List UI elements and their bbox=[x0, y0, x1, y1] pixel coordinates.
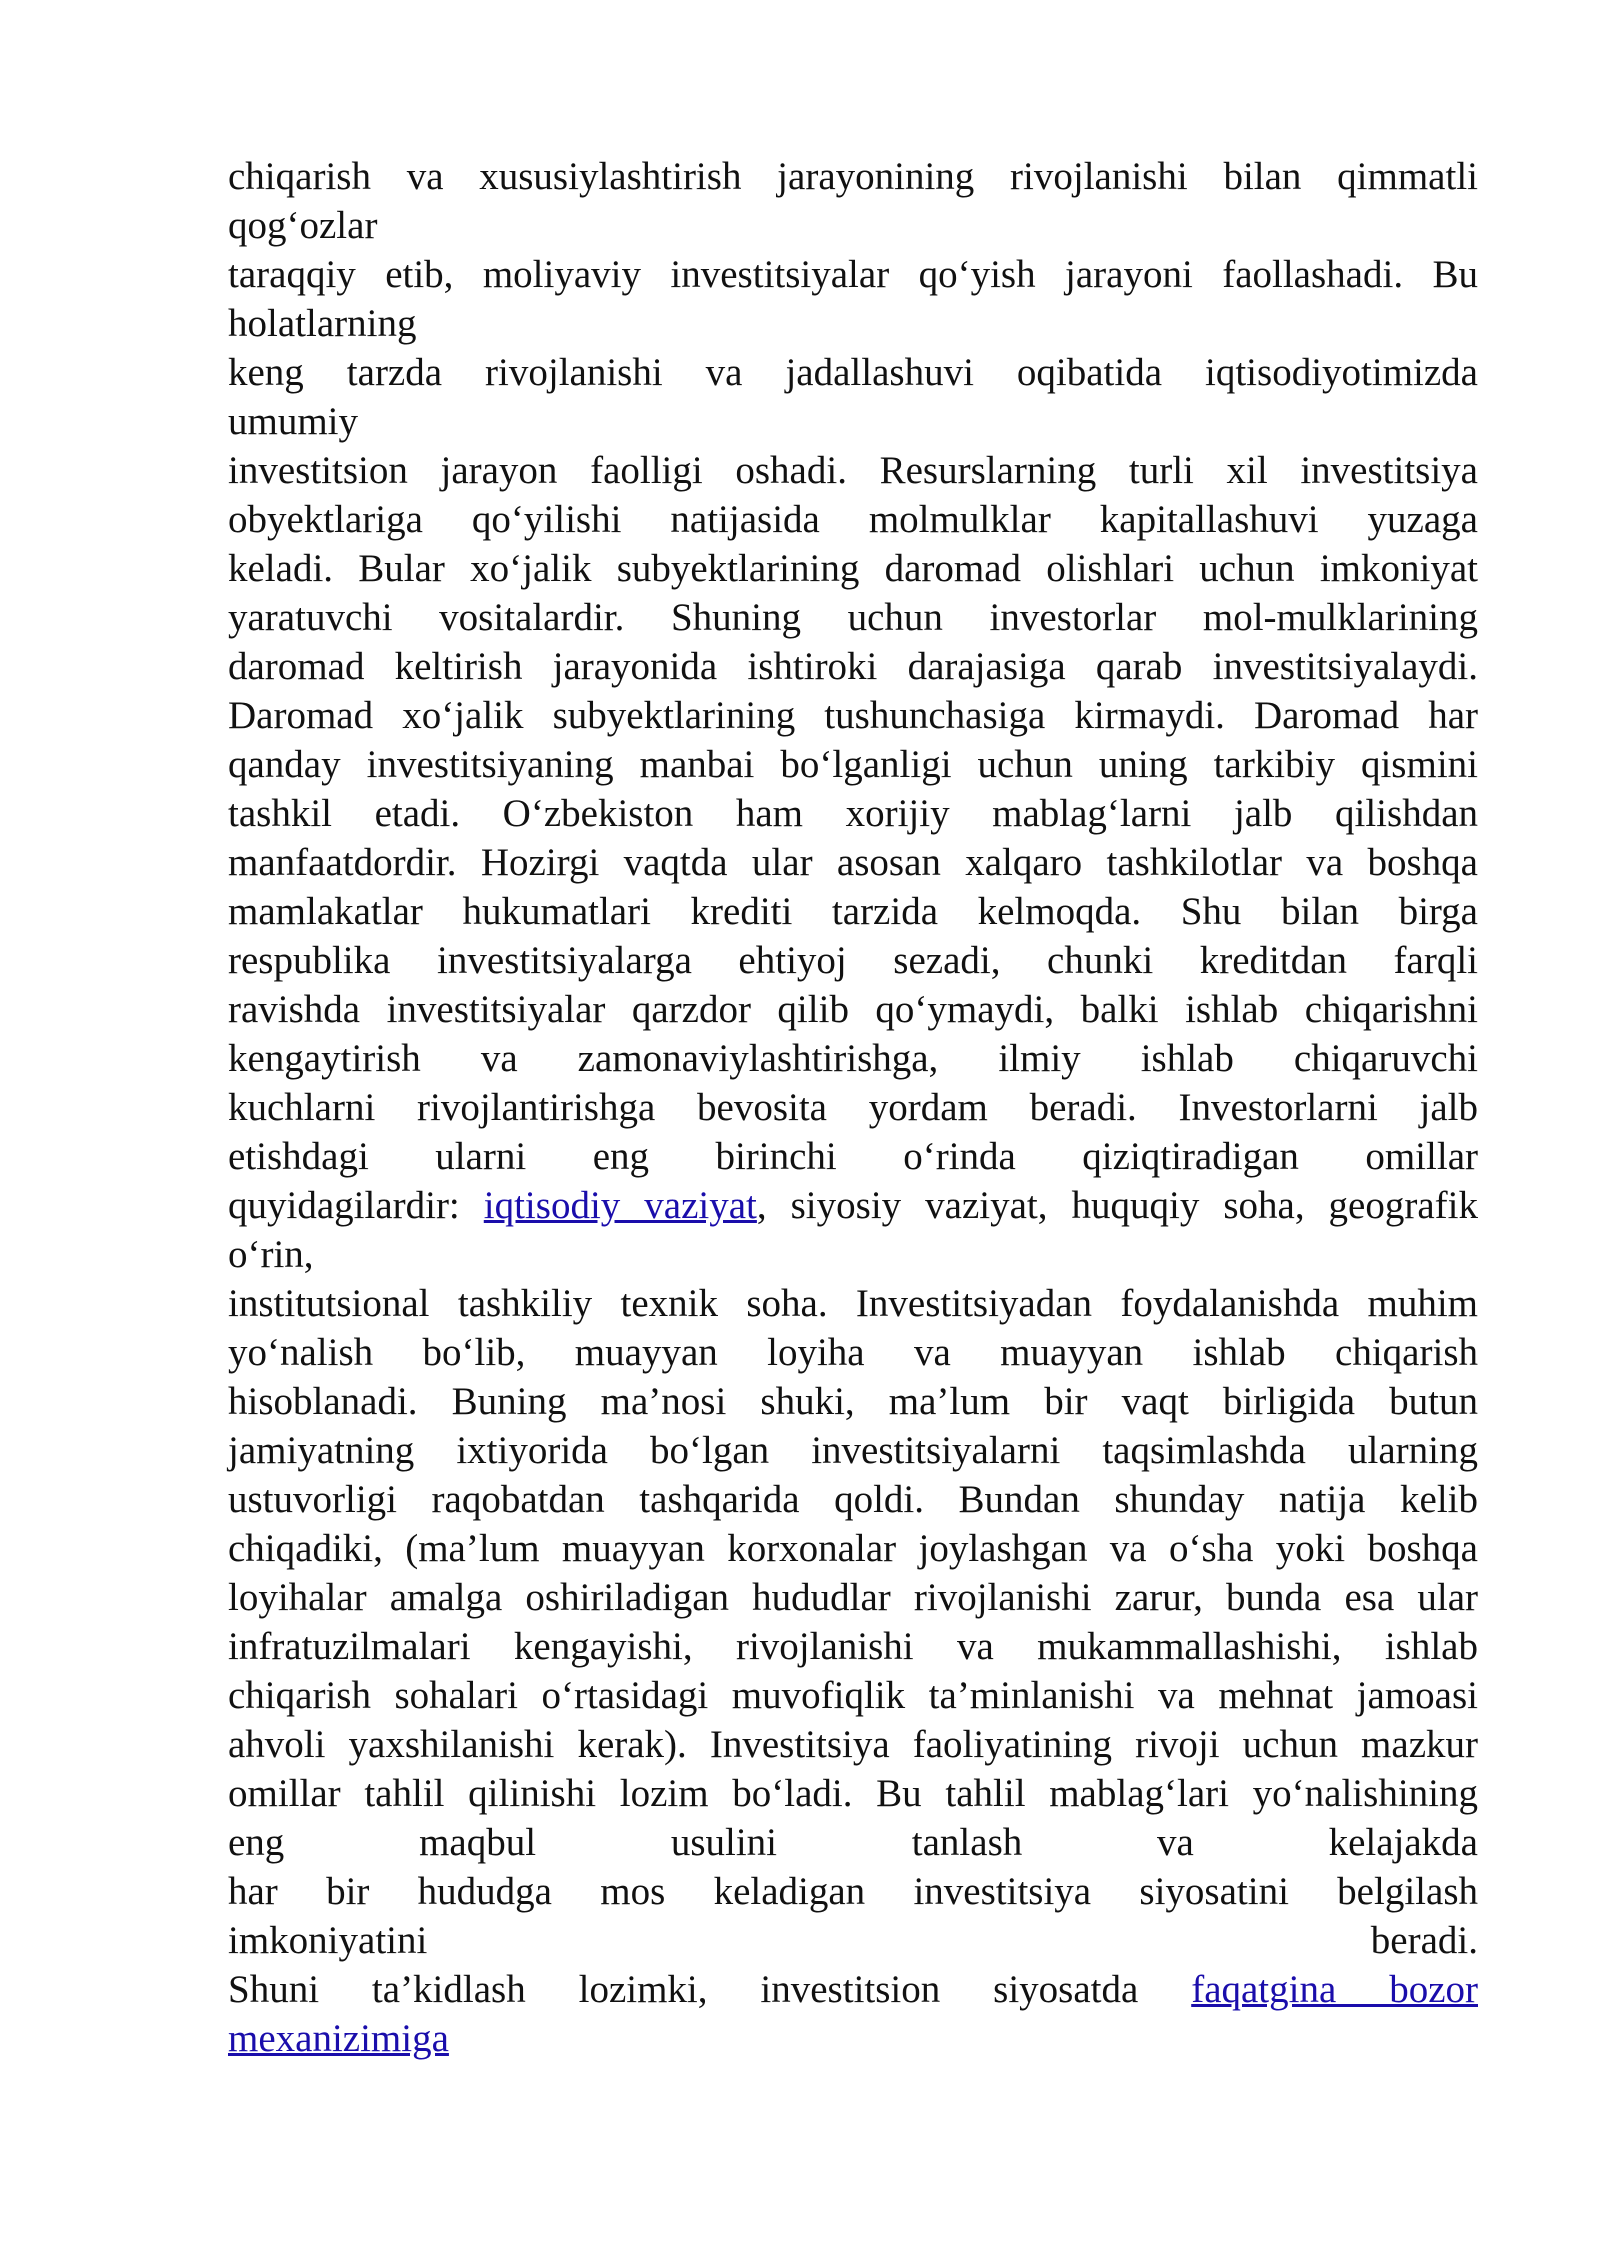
text-line: hisoblanadi. Buning ma’nosi shuki, ma’lum bir vaqt birligida butun bbox=[228, 1380, 1478, 1423]
text-segment: , siyosiy vaziyat, huquqiy soha, geografik bbox=[756, 1184, 1478, 1227]
text-line: investitsion jarayon faolligi oshadi. Resurslarning turli xil investitsiya bbox=[228, 449, 1478, 492]
text-line: kuchlarni rivojlantirishga bevosita yordam beradi. Investorlarni jalb bbox=[228, 1086, 1478, 1129]
hyperlink[interactable]: faqatgina bozor bbox=[1191, 1968, 1478, 2011]
text-line: daromad keltirish jarayonida ishtiroki darajasiga qarab investitsiyalaydi. bbox=[228, 645, 1478, 688]
text-line bbox=[228, 2014, 1478, 2063]
text-line: ahvoli yaxshilanishi kerak). Investitsiya faoliyatining rivoji uchun mazkur bbox=[228, 1723, 1478, 1766]
text-line: chiqadiki, (ma’lum muayyan korxonalar joylashgan va o‘sha yoki boshqa bbox=[228, 1527, 1478, 1570]
text-line: taraqqiy etib, moliyaviy investitsiyalar qo‘yish jarayoni faollashadi. Bu bbox=[228, 253, 1478, 296]
text-line: chiqarish sohalari o‘rtasidagi muvofiqlik ta’minlanishi va mehnat jamoasi bbox=[228, 1674, 1478, 1717]
hyperlink[interactable]: iqtisodiy vaziyat bbox=[483, 1184, 757, 1227]
text-line: qanday investitsiyaning manbai bo‘lganligi uchun uning tarkibiy qismini bbox=[228, 743, 1478, 786]
text-line: Daromad xo‘jalik subyektlarining tushunchasiga kirmaydi. Daromad har bbox=[228, 694, 1478, 737]
text-line: har bir hududga mos keladigan investitsiya siyosatini belgilash bbox=[228, 1870, 1478, 1913]
text-line: keladi. Bular xo‘jalik subyektlarining daromad olishlari uchun imkoniyat bbox=[228, 547, 1478, 590]
text-segment: quyidagilardir: bbox=[228, 1184, 484, 1227]
text-line: chiqarish va xususiylashtirish jarayonining rivojlanishi bilan qimmatli bbox=[228, 155, 1478, 198]
text-line: eng maqbul usulini tanlash va kelajakda bbox=[228, 1821, 1478, 1864]
text-line: ustuvorligi raqobatdan tashqarida qoldi. Bundan shunday natija kelib bbox=[228, 1478, 1478, 1521]
text-line: manfaatdordir. Hozirgi vaqtda ular asosan xalqaro tashkilotlar va boshqa bbox=[228, 841, 1478, 884]
text-line: tashkil etadi. O‘zbekiston ham xorijiy mablag‘larni jalb qilishdan bbox=[228, 792, 1478, 835]
text-line: omillar tahlil qilinishi lozim bo‘ladi. Bu tahlil mablag‘lari yo‘nalishining bbox=[228, 1772, 1478, 1815]
text-segment: Shuni ta’kidlash lozimki, investitsion siyosatda bbox=[228, 1968, 1192, 2011]
text-line: umumiy bbox=[228, 400, 359, 443]
text-line bbox=[228, 1181, 1478, 1230]
text-line: keng tarzda rivojlanishi va jadallashuvi oqibatida iqtisodiyotimizda bbox=[228, 351, 1478, 394]
text-line: jamiyatning ixtiyorida bo‘lgan investitsiyalarni taqsimlashda ularning bbox=[228, 1429, 1478, 1472]
text-line: ravishda investitsiyalar qarzdor qilib qo‘ymaydi, balki ishlab chiqarishni bbox=[228, 988, 1478, 1031]
text-line: mamlakatlar hukumatlari krediti tarzida kelmoqda. Shu bilan birga bbox=[228, 890, 1478, 933]
text-line: o‘rin, bbox=[228, 1233, 314, 1276]
hyperlink[interactable]: mexanizimiga bbox=[228, 2017, 449, 2060]
text-line: etishdagi ularni eng birinchi o‘rinda qiziqtiradigan omillar bbox=[228, 1135, 1478, 1178]
text-line: holatlarning bbox=[228, 302, 417, 345]
text-line: qog‘ozlar bbox=[228, 204, 378, 247]
text-line bbox=[228, 1965, 1478, 2014]
text-line: institutsional tashkiliy texnik soha. Investitsiyadan foydalanishda muhim bbox=[228, 1282, 1478, 1325]
document-page bbox=[228, 152, 1478, 2063]
text-line: yaratuvchi vositalardir. Shuning uchun investorlar mol-mulklarining bbox=[228, 596, 1478, 639]
text-line: kengaytirish va zamonaviylashtirishga, ilmiy ishlab chiqaruvchi bbox=[228, 1037, 1478, 1080]
text-line: yo‘nalish bo‘lib, muayyan loyiha va muayyan ishlab chiqarish bbox=[228, 1331, 1478, 1374]
text-line: loyihalar amalga oshiriladigan hududlar rivojlanishi zarur, bunda esa ular bbox=[228, 1576, 1478, 1619]
text-line: respublika investitsiyalarga ehtiyoj sezadi, chunki kreditdan farqli bbox=[228, 939, 1478, 982]
text-line: infratuzilmalari kengayishi, rivojlanishi va mukammallashishi, ishlab bbox=[228, 1625, 1478, 1668]
text-line: imkoniyatini beradi. bbox=[228, 1919, 1478, 1962]
text-line: obyektlariga qo‘yilishi natijasida molmulklar kapitallashuvi yuzaga bbox=[228, 498, 1478, 541]
